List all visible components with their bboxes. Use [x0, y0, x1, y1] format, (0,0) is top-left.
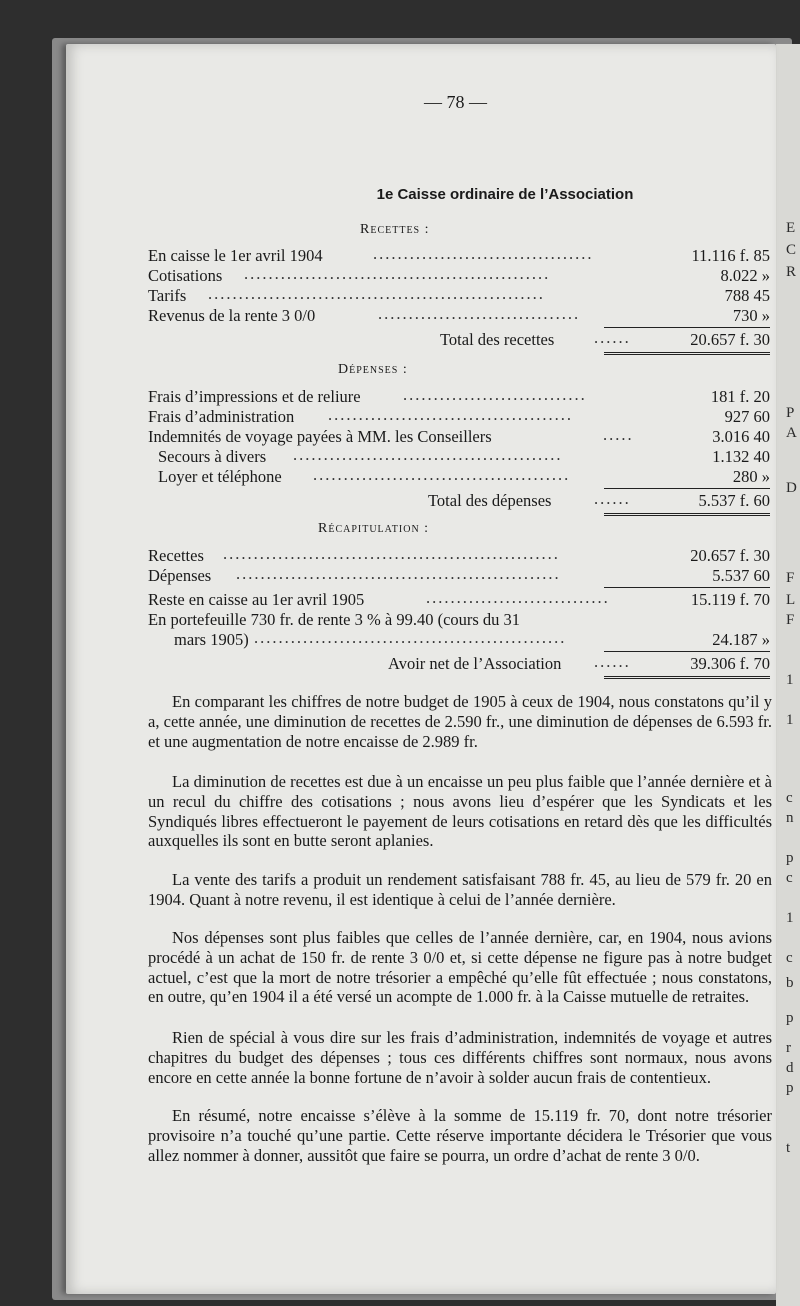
total-label: Total des recettes [440, 330, 555, 349]
ledger-row: Cotisations .................................................. 8.022 » [148, 264, 770, 285]
paragraph: En résumé, notre encaisse s’élève à la somme de 15.119 fr. 70, dont notre trésorier provisoire n’a touché qu’une partie. Cette réserve importante décidera le Trésorier que vous allez nommer à donner, aussitôt que faire se pourra, un ordre d’achat de rente 3 0/0. [148, 1106, 772, 1165]
row-label: Tarifs [148, 286, 187, 305]
edge-letter: 1 [786, 910, 794, 926]
ledger-row: Revenus de la rente 3 0/0 ................................. 730 » [148, 304, 770, 325]
recapitulation-heading: Récapitulation : [318, 521, 430, 536]
row-amount: 15.119 f. 70 [690, 590, 770, 609]
paragraph: Rien de spécial à vous dire sur les frais d’administration, indemnités de voyage et autres chapitres du budget des dépenses ; tous ces différents chiffres sont normaux, nous avons encore en cette année la bonne fortune de n’avoir à solder aucun frais de contentieux. [148, 1028, 772, 1087]
edge-letter: n [786, 810, 794, 826]
edge-letter: d [786, 1060, 794, 1076]
ledger-row: Dépenses ..................................................... 5.537 60 [148, 564, 770, 585]
row-label: Frais d’administration [148, 407, 295, 426]
edge-letter: P [786, 405, 795, 421]
ledger-row: Reste en caisse au 1er avril 1905 .............................. 15.119 f. 70 [148, 588, 770, 609]
total-rule [604, 352, 770, 355]
edge-letter: F [786, 570, 795, 586]
paragraph: Nos dépenses sont plus faibles que celles de l’année dernière, car, en 1904, nous avions procédé à un achat de 150 fr. de rente 3 0/0 et, si cette dépense ne figure pas à notre budget actuel, c’est que la mort de notre trésorier a empêché qu’elle fût effectuée ; nous constatons, en outre, qu’en 1904 il a été versé un acompte de 1.000 fr. à la Caisse mutuelle de retraites. [148, 928, 772, 1007]
edge-letter: b [786, 975, 794, 991]
row-amount: 280 » [732, 467, 770, 486]
edge-letter: p [786, 1080, 794, 1096]
recettes-total-row: Total des recettes ...... 20.657 f. 30 [440, 328, 770, 349]
total-rule [604, 513, 770, 516]
ledger-row: Frais d’impressions et de reliure .............................. 181 f. 20 [148, 385, 770, 406]
paragraph: La diminution de recettes est due à un encaisse un peu plus faible que l’année dernière et à un recul du chiffre des cotisations ; nous avons lieu d’espérer que les Syndicats et les Syndiqués libres effectueront le payement de leurs cotisations en retard dès que les difficultés auxquelles ils sont en butte seront aplanies. [148, 772, 772, 851]
row-amount: 11.116 f. 85 [691, 246, 770, 265]
ledger-row: Frais d’administration ........................................ 927 60 [148, 405, 770, 426]
row-label: En caisse le 1er avril 1904 [148, 246, 323, 265]
row-label: Cotisations [148, 266, 223, 285]
edge-letter: t [786, 1140, 791, 1156]
ledger-row: Loyer et téléphone .......................................... 280 » [158, 465, 770, 486]
edge-letter: r [786, 1040, 791, 1056]
row-amount: 5.537 60 [712, 566, 770, 585]
row-label: Revenus de la rente 3 0/0 [148, 306, 316, 325]
row-amount: 181 f. 20 [710, 387, 770, 406]
row-label: Reste en caisse au 1er avril 1905 [148, 590, 365, 609]
depenses-total-row: Total des dépenses ...... 5.537 f. 60 [428, 489, 770, 510]
total-label: Avoir net de l’Association [388, 654, 562, 673]
total-amount: 5.537 f. 60 [698, 491, 770, 510]
row-label: Dépenses [148, 566, 212, 585]
ledger-row: En caisse le 1er avril 1904 .................................... 11.116 f. 85 [148, 244, 770, 265]
row-amount: 24.187 » [712, 630, 770, 649]
depenses-heading: Dépenses : [338, 362, 408, 377]
edge-letter: c [786, 870, 793, 886]
ledger-row: mars 1905) ................................................... 24.187 » [174, 628, 770, 649]
row-amount: 788 45 [724, 286, 770, 305]
total-label: Total des dépenses [428, 491, 552, 510]
row-amount: 927 60 [724, 407, 770, 426]
edge-letter: p [786, 850, 794, 866]
edge-letter: 1 [786, 672, 794, 688]
paragraph: La vente des tarifs a produit un rendement satisfaisant 788 fr. 45, au lieu de 579 fr. 20 en 1904. Quant à notre revenu, il est identique à celui de l’année dernière. [148, 870, 772, 909]
total-amount: 39.306 f. 70 [690, 654, 770, 673]
edge-letter: 1 [786, 712, 794, 728]
row-amount: 8.022 » [720, 266, 770, 285]
recettes-heading: Recettes : [360, 222, 430, 237]
row-label: Indemnités de voyage payées à MM. les Conseillers [148, 427, 492, 446]
row-label: Secours à divers [158, 447, 267, 466]
edge-letter: c [786, 790, 793, 806]
ledger-row [148, 610, 770, 630]
ledger-row: Indemnités de voyage payées à MM. les Conseillers ..... 3.016 40 [148, 425, 770, 446]
row-amount: 3.016 40 [712, 427, 770, 446]
ledger-row: Secours à divers ............................................ 1.132 40 [158, 445, 770, 466]
total-amount: 20.657 f. 30 [690, 330, 770, 349]
edge-letter: R [786, 264, 797, 280]
row-amount: 20.657 f. 30 [690, 546, 770, 565]
section-title: 1e Caisse ordinaire de l’Association [376, 186, 634, 203]
row-amount: 1.132 40 [712, 447, 770, 466]
edge-letter: L [786, 592, 796, 608]
edge-letter: p [786, 1010, 794, 1026]
edge-letter: E [786, 220, 796, 236]
document-page [66, 44, 776, 1294]
row-label: Loyer et téléphone [158, 467, 282, 486]
edge-letter: F [786, 612, 795, 628]
avoir-total-row: Avoir net de l’Association ...... 39.306 f. 70 [388, 652, 770, 673]
ledger-row: Tarifs ....................................................... 788 45 [148, 284, 770, 305]
edge-letter: A [786, 425, 797, 441]
total-rule [604, 676, 770, 679]
page-number: — 78 — [424, 92, 487, 112]
paragraph: En comparant les chiffres de notre budget de 1905 à ceux de 1904, nous constatons qu’il y a, cette année, une diminution de recettes de 2.590 fr., une diminution de dépenses de 6.593 fr. et une augmentation de notre encaisse de 2.989 fr. [148, 692, 772, 751]
edge-letter: c [786, 950, 793, 966]
edge-letter: C [786, 242, 797, 258]
row-label: Frais d’impressions et de reliure [148, 387, 361, 406]
portefeuille-line: En portefeuille 730 fr. de rente 3 % à 99.40 (cours du 31 [148, 610, 521, 629]
row-amount: 730 » [732, 306, 770, 325]
row-label: Recettes [148, 546, 204, 565]
portefeuille-line: mars 1905) [174, 630, 249, 649]
ledger-row: Recettes ....................................................... 20.657 f. 30 [148, 544, 770, 565]
edge-letter: D [786, 480, 797, 496]
